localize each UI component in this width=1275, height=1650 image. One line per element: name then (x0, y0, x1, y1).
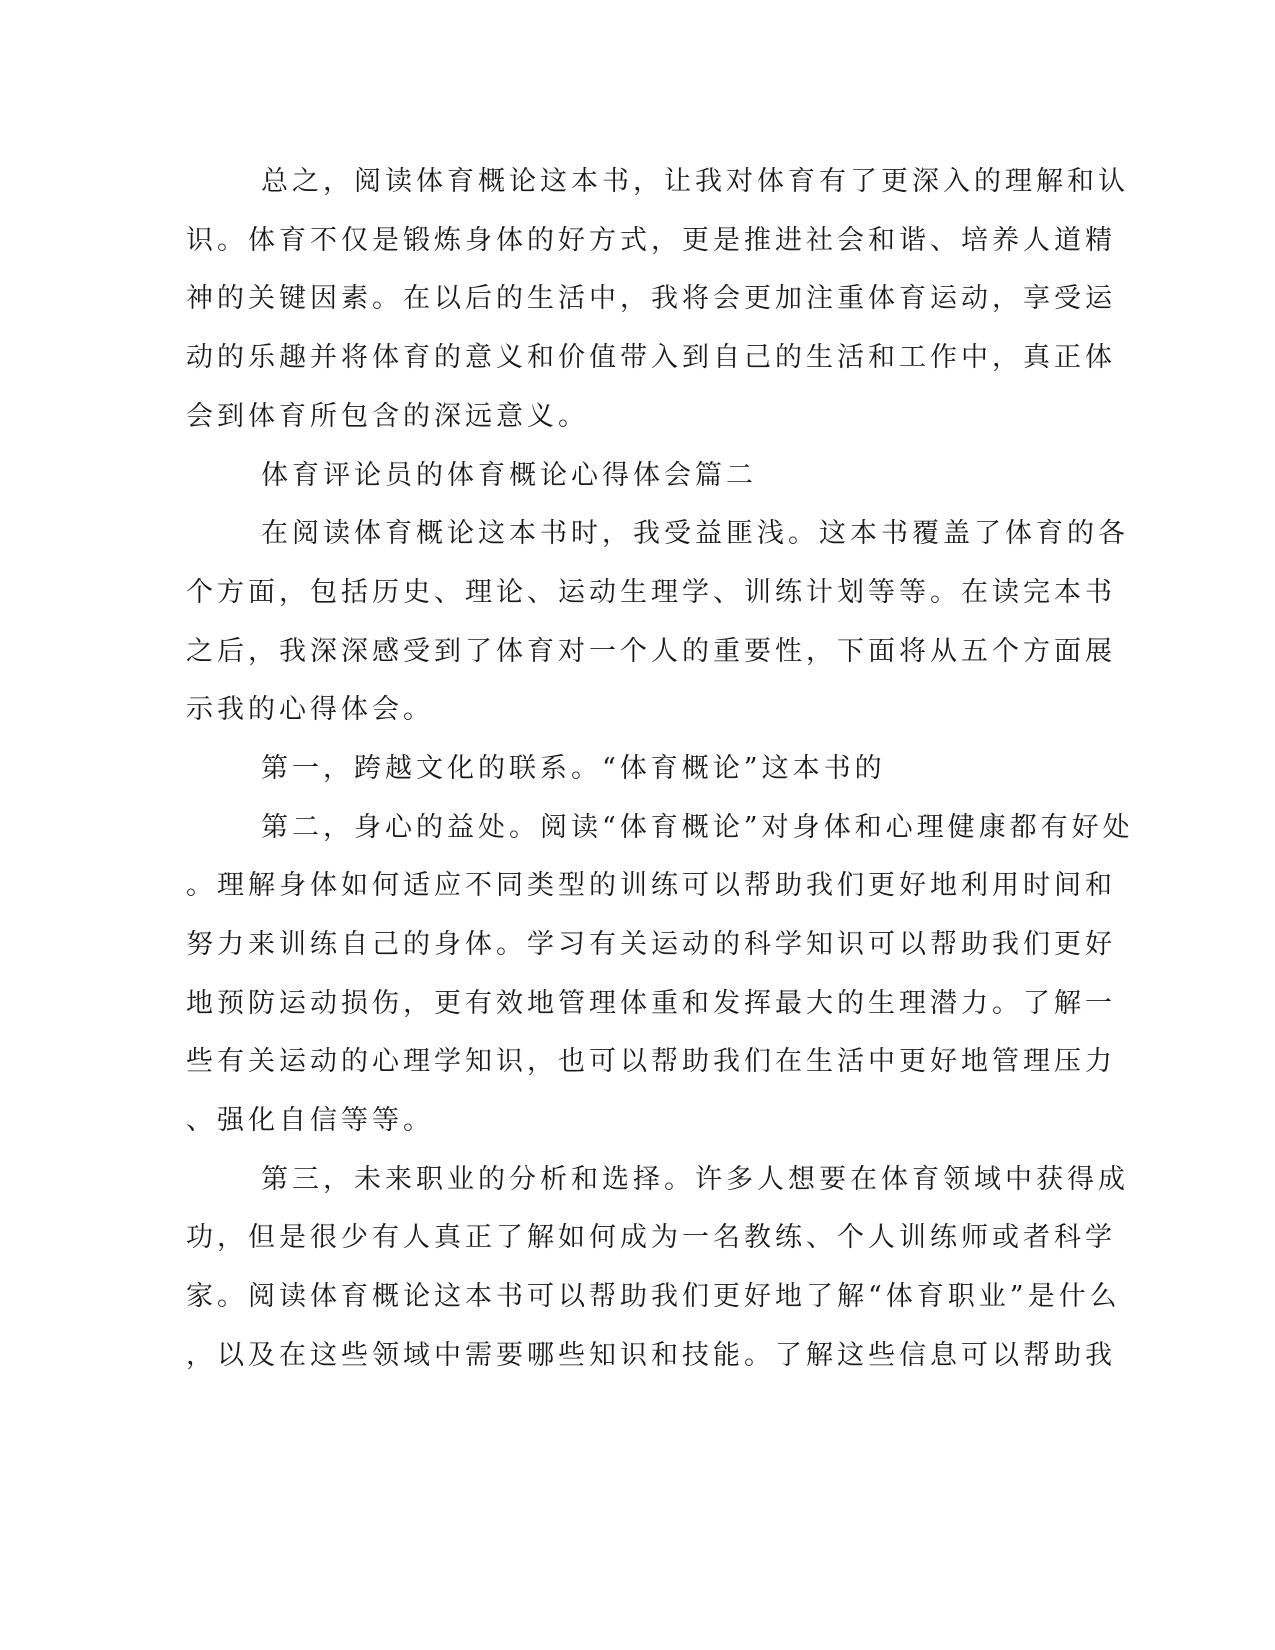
paragraph-1-line-4: 动的乐趣并将体育的意义和价值带入到自己的生活和工作中，真正体 (186, 342, 1116, 373)
paragraph-5-line-1: 第三，未来职业的分析和选择。许多人想要在体育领域中获得成 (261, 1164, 1129, 1195)
paragraph-2-line-1: 在阅读体育概论这本书时，我受益匪浅。这本书覆盖了体育的各 (261, 518, 1129, 549)
paragraph-1-line-3: 神的关键因素。在以后的生活中，我将会更加注重体育运动，享受运 (186, 283, 1116, 314)
paragraph-5-line-2: 功，但是很少有人真正了解如何成为一名教练、个人训练师或者科学 (186, 1222, 1116, 1253)
paragraph-5-line-4: ，以及在这些领域中需要哪些知识和技能。了解这些信息可以帮助我 (186, 1340, 1116, 1371)
paragraph-4-line-5: 些有关运动的心理学知识，也可以帮助我们在生活中更好地管理压力 (186, 1046, 1116, 1077)
paragraph-2-line-4: 示我的心得体会。 (186, 694, 434, 725)
paragraph-3-line-1: 第一，跨越文化的联系。“体育概论”这本书的 (261, 753, 886, 784)
paragraph-1-line-2: 识。体育不仅是锻炼身体的好方式，更是推进社会和谐、培养人道精 (186, 225, 1116, 256)
paragraph-2-line-2: 个方面，包括历史、理论、运动生理学、训练计划等等。在读完本书 (186, 577, 1116, 608)
paragraph-1-line-1: 总之，阅读体育概论这本书，让我对体育有了更深入的理解和认 (261, 166, 1129, 197)
paragraph-4-line-1: 第二，身心的益处。阅读“体育概论”对身体和心理健康都有好处 (261, 812, 1134, 843)
section-heading: 体育评论员的体育概论心得体会篇二 (261, 460, 757, 491)
paragraph-4-line-3: 努力来训练自己的身体。学习有关运动的科学知识可以帮助我们更好 (186, 929, 1116, 960)
paragraph-1-line-5: 会到体育所包含的深远意义。 (186, 401, 589, 432)
paragraph-4-line-2: 。理解身体如何适应不同类型的训练可以帮助我们更好地利用时间和 (186, 870, 1116, 901)
paragraph-4-line-4: 地预防运动损伤，更有效地管理体重和发挥最大的生理潜力。了解一 (186, 988, 1116, 1019)
paragraph-5-line-3: 家。阅读体育概论这本书可以帮助我们更好地了解“体育职业”是什么 (186, 1281, 1121, 1312)
paragraph-4-line-6: 、强化自信等等。 (186, 1105, 434, 1136)
paragraph-2-line-3: 之后，我深深感受到了体育对一个人的重要性，下面将从五个方面展 (186, 636, 1116, 667)
